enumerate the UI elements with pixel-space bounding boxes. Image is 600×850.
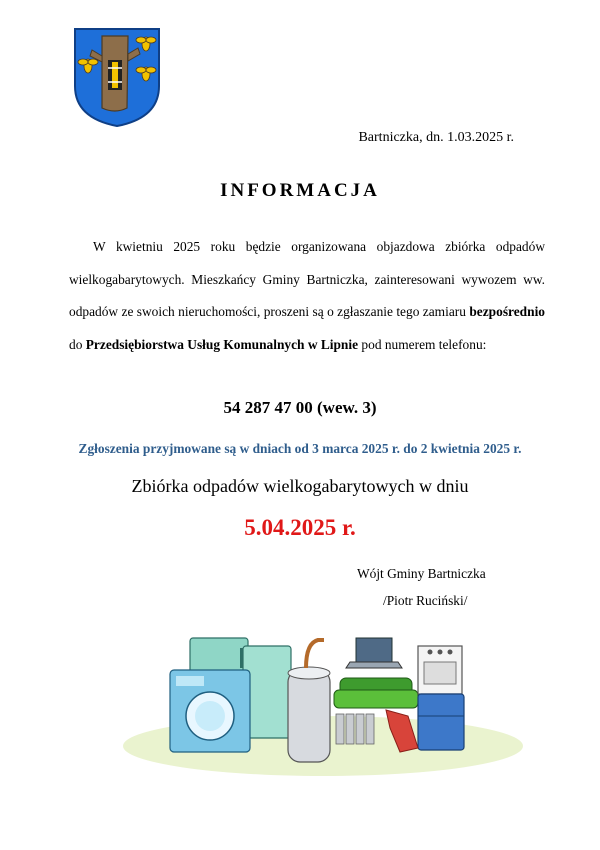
- phone-number: 54 287 47 00 (wew. 3): [223, 398, 377, 417]
- place-and-date: Bartniczka, dn. 1.03.2025 r.: [358, 130, 514, 145]
- sofa-icon: [334, 678, 418, 708]
- document-title: INFORMACJA: [220, 180, 380, 201]
- coat-of-arms-icon: [72, 26, 162, 128]
- body-text-tail: pod numerem telefonu:: [361, 336, 487, 352]
- stove-icon: [418, 646, 462, 694]
- mini-fridge-icon: [418, 694, 464, 750]
- body-bold-direct: bezpośrednio: [469, 304, 545, 319]
- body-text-main: W kwietniu 2025 roku będzie organizowana objazdowa zbiórka odpadów wielkogabarytowych. Mieszkańcy Gminy Bartniczka, zainteresowani wywozem ww. odpadów ze swoich nieruchomości, proszeni są o zgłaszanie tego zamiaru: [69, 239, 545, 319]
- body-text-to: do: [69, 336, 83, 352]
- body-text: [69, 231, 545, 361]
- washing-machine-icon: [170, 670, 250, 752]
- signature-title: Wójt Gminy Bartniczka: [357, 566, 486, 581]
- collection-date: 5.04.2025 r.: [244, 515, 356, 540]
- submission-period: Zgłoszenia przyjmowane są w dniach od 3 marca 2025 r. do 2 kwietnia 2025 r.: [78, 441, 522, 456]
- signature-name: /Piotr Ruciński/: [383, 593, 468, 608]
- boiler-icon: [288, 640, 330, 762]
- bulky-waste-illustration-icon: [118, 618, 526, 780]
- collection-label: Zbiórka odpadów wielkogabarytowych w dniu: [131, 476, 469, 496]
- body-bold-company: Przedsiębiorstwa Usług Komunalnych w Lipnie: [85, 336, 359, 352]
- laptop-icon: [346, 638, 402, 668]
- body-paragraph: [69, 231, 545, 361]
